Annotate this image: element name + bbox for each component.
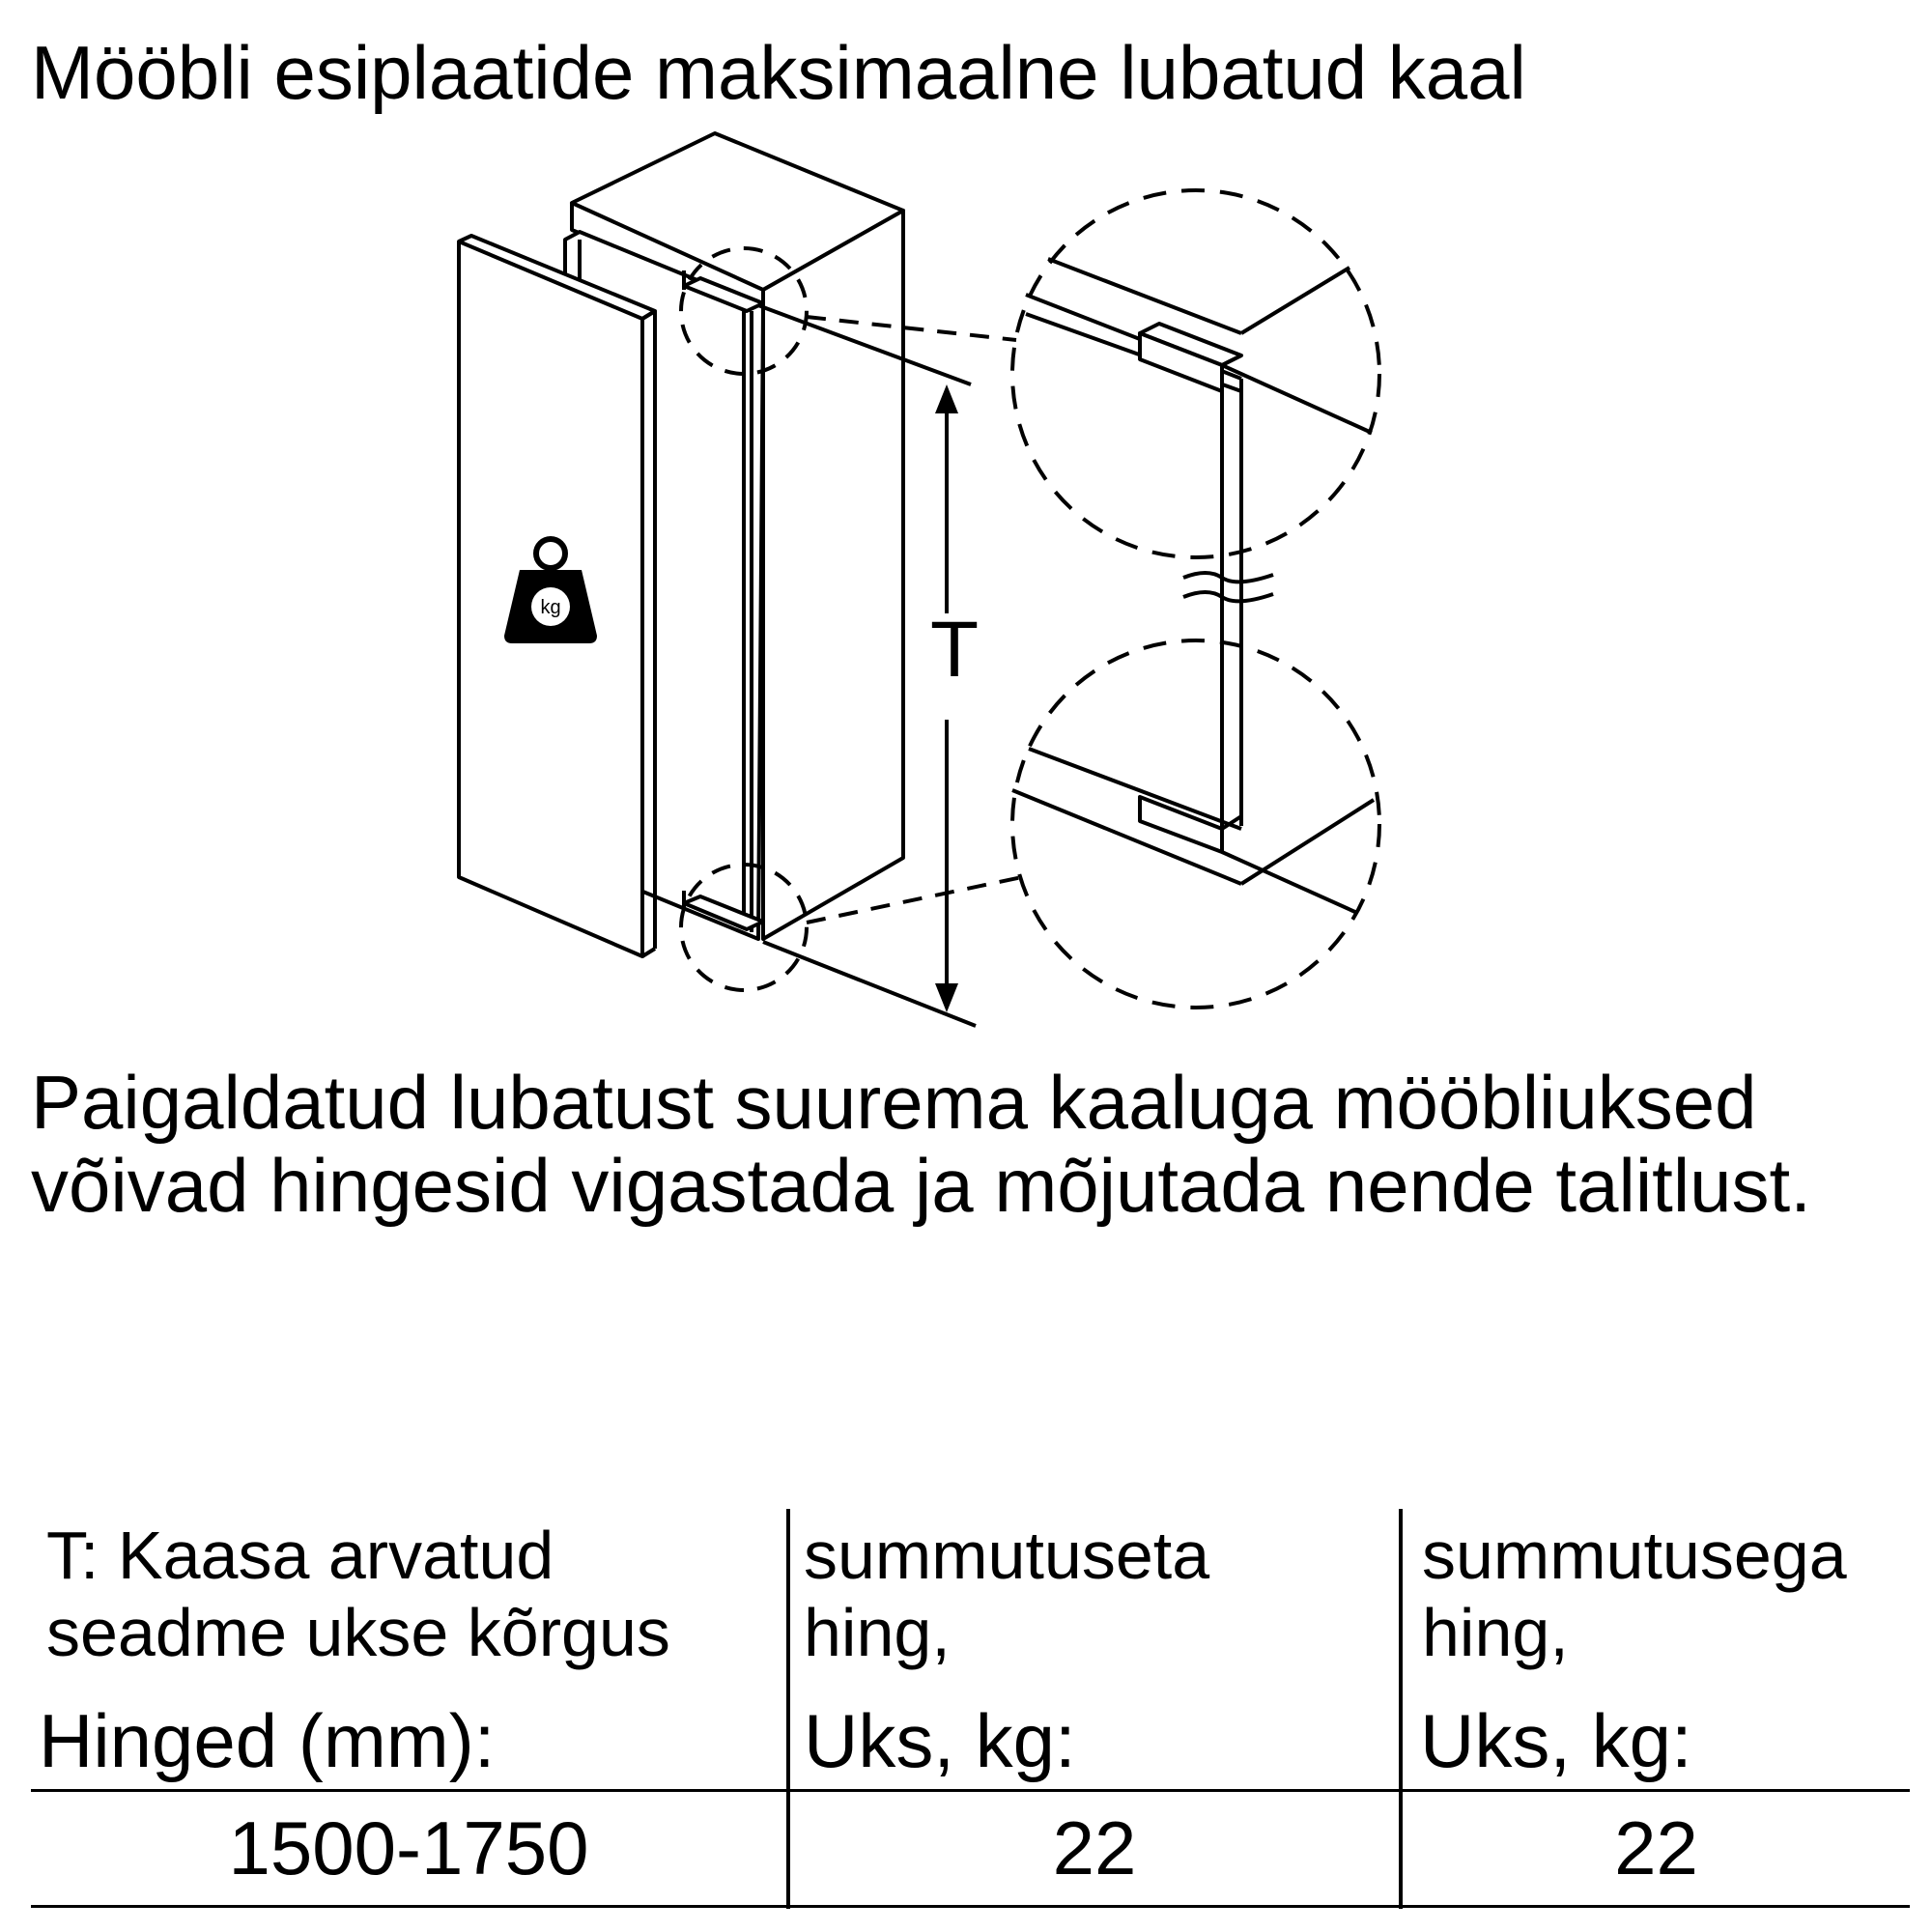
header-col2-line2: hing, [804, 1595, 951, 1670]
header-col3-line1: summutusega [1422, 1518, 1847, 1593]
page-title: Mööbli esiplaatide maksimaalne lubatud kaal [31, 30, 1526, 115]
header-col1-line2: seadme ukse kõrgus [46, 1595, 670, 1670]
header-col1-line1: T: Kaasa arvatud [46, 1518, 554, 1593]
warning-line-1: Paigaldatud lubatust suurema kaaluga mööbliuksed [31, 1060, 1757, 1145]
header-col1-line3: Hinged (mm): [39, 1698, 496, 1783]
header-col2-line3: Uks, kg: [804, 1698, 1076, 1783]
warning-line-2: võivad hingesid vigastada ja mõjutada nende talitlust. [31, 1143, 1811, 1228]
table-cell-with-damper: 22 [1614, 1805, 1698, 1890]
header-rule [31, 1789, 1910, 1792]
header-col3-line2: hing, [1422, 1595, 1569, 1670]
cabinet-side [763, 211, 903, 939]
dimension-t-label: T [929, 606, 980, 694]
header-col2-line1: summutuseta [804, 1518, 1210, 1593]
header-col3-line3: Uks, kg: [1420, 1698, 1692, 1783]
bottom-rule [31, 1905, 1910, 1908]
svg-text:kg: kg [540, 597, 561, 618]
table-cell-range: 1500-1750 [228, 1805, 589, 1890]
table-cell-without-damper: 22 [1052, 1805, 1137, 1890]
warning-text [31, 1061, 1811, 1227]
